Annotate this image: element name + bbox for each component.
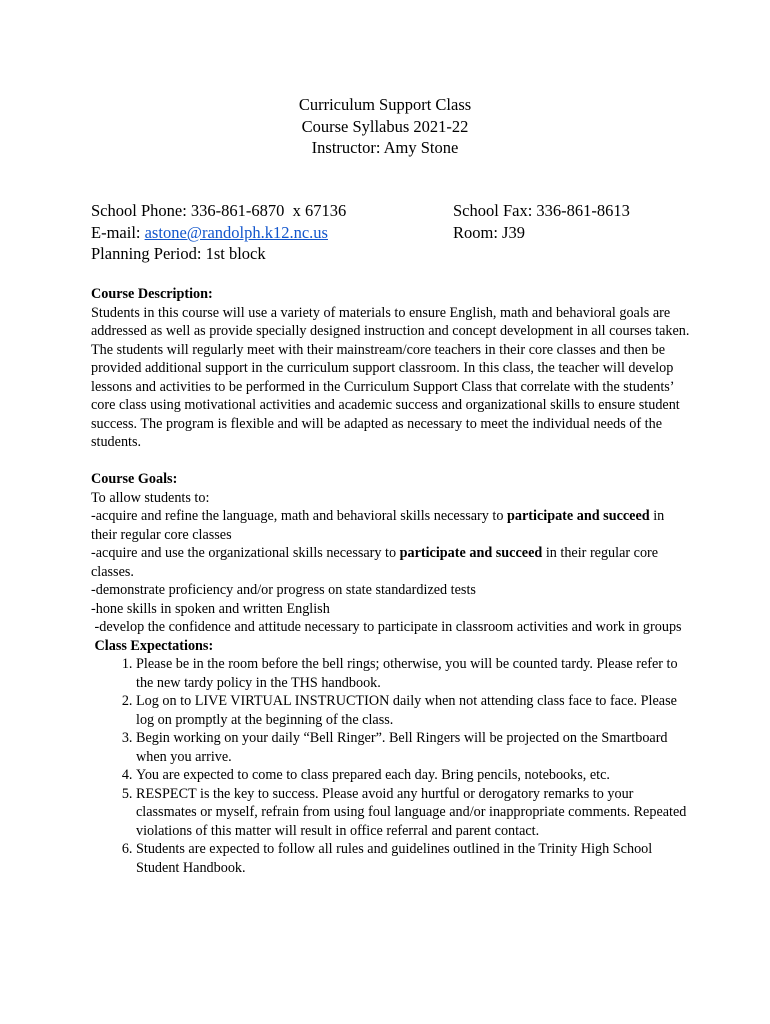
goal-item: -develop the confidence and attitude necessary to participate in classroom activities and work in groups <box>91 619 682 635</box>
expectation-item: 1. Please be in the room before the bell rings; otherwise, you will be counted tardy. Please refer to the new tardy policy in the THS handbook. <box>136 655 691 692</box>
contact-info <box>91 200 630 265</box>
expectation-item: 2. Log on to LIVE VIRTUAL INSTRUCTION daily when not attending class face to face. Please log on promptly at the beginning of the class. <box>136 692 691 729</box>
course-description-heading: Course Description: <box>91 286 213 302</box>
course-goals-heading: Course Goals: <box>91 471 178 487</box>
expectation-item: 6. Students are expected to follow all rules and guidelines outlined in the Trinity High School Student Handbook. <box>136 840 691 877</box>
expectation-item: 4. You are expected to come to class prepared each day. Bring pencils, notebooks, etc. <box>136 766 691 785</box>
goal-item <box>91 544 691 581</box>
course-description-text: Students in this course will use a variety of materials to ensure English, math and behavioral goals are addressed as well as provide specially designed instruction and concept development in all courses taken. The students will regularly meet with their mainstream/core teachers in their core classes and then be provided additional support in the curriculum support classroom. In this class, the teacher will develop lessons and activities to be performed in the Curriculum Support Class that correlate with the students’ core class using motivational activities and academic success and organizational skills to ensure student success. The program is flexible and will be adapted as necessary to meet the individual needs of the students. <box>91 304 690 450</box>
goal-emphasis: participate and succeed <box>507 508 650 524</box>
syllabus-body <box>91 285 691 877</box>
syllabus-title: Course Syllabus 2021-22 <box>301 116 469 136</box>
email-link[interactable]: astone@randolph.k12.nc.us <box>144 222 328 242</box>
goal-text: -acquire and refine the language, math and behavioral skills necessary to <box>91 508 508 524</box>
syllabus-header <box>0 94 770 159</box>
goal-text: -acquire and use the organizational skills necessary to <box>91 545 400 561</box>
room-number: Room: J39 <box>453 222 525 242</box>
goal-item: -demonstrate proficiency and/or progress on state standardized tests <box>91 582 476 598</box>
goal-item: -hone skills in spoken and written English <box>91 600 330 617</box>
goal-emphasis: participate and succeed <box>399 545 543 561</box>
goal-text: in their regular core classes <box>91 508 665 543</box>
class-expectations-heading-text: Class Expectations: <box>94 637 214 654</box>
instructor-name: Instructor: Amy Stone <box>311 138 459 157</box>
school-phone: School Phone: 336-861-6870 x 67136 <box>91 201 347 220</box>
expectations-list <box>91 655 691 877</box>
planning-period: Planning Period: 1st block <box>91 244 266 263</box>
expectation-item: 5. RESPECT is the key to success. Please avoid any hurtful or derogatory remarks to your classmates or myself, refrain from using foul language and/or inappropriate comments. Repeated violations of this matter will result in office referral and parent contact. <box>136 785 691 841</box>
expectation-item: 3. Begin working on your daily “Bell Ringer”. Bell Ringers will be projected on the Smartboard when you arrive. <box>136 729 691 766</box>
goal-item <box>91 507 691 544</box>
class-expectations-heading <box>91 637 691 656</box>
class-title: Curriculum Support Class <box>298 95 472 114</box>
email-label: E-mail: <box>91 222 145 242</box>
goal-text: in their regular core classes. <box>91 545 659 580</box>
course-goals-intro: To allow students to: <box>91 489 210 506</box>
school-fax: School Fax: 336-861-8613 <box>453 201 630 220</box>
